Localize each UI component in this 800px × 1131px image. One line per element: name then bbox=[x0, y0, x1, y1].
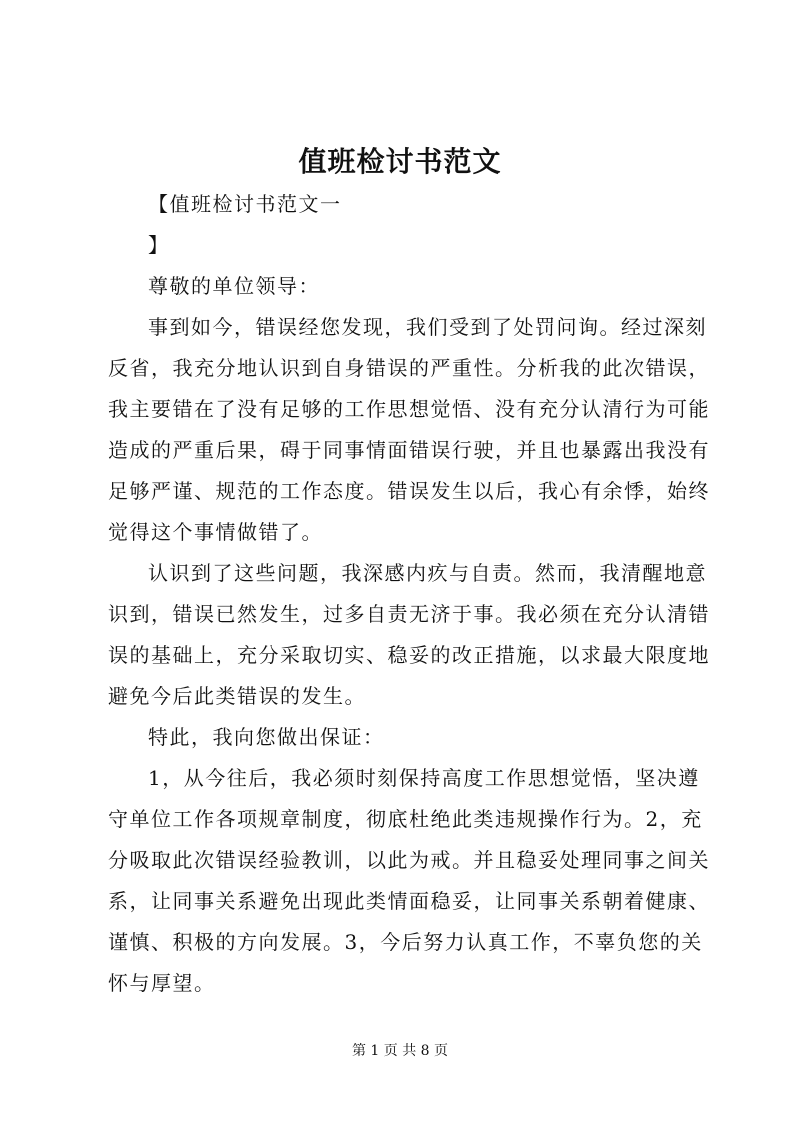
paragraph-line: 反省，我充分地认识到自身错误的严重性。分析我的此次错误， bbox=[108, 356, 710, 380]
paragraph-line: 守单位工作各项规章制度，彻底杜绝此类违规操作行为。2，充 bbox=[108, 807, 703, 831]
paragraph-line: 尊敬的单位领导： bbox=[148, 274, 320, 298]
paragraph-line: 怀与厚望。 bbox=[108, 971, 216, 995]
paragraph-line: 1，从今往后，我必须时刻保持高度工作思想觉悟，坚决遵 bbox=[148, 766, 700, 790]
paragraph-line: 认识到了这些问题，我深感内疚与自责。然而，我清醒地意 bbox=[148, 561, 707, 585]
paragraph-line: 分吸取此次错误经验教训，以此为戒。并且稳妥处理同事之间关 bbox=[108, 848, 710, 872]
page-number-footer: 第 1 页 共 8 页 bbox=[351, 1043, 449, 1059]
paragraph-line: 特此，我向您做出保证： bbox=[148, 725, 385, 749]
paragraph-line: 谨慎、积极的方向发展。3，今后努力认真工作，不辜负您的关 bbox=[108, 930, 703, 954]
paragraph-line: 事到如今，错误经您发现，我们受到了处罚问询。经过深刻 bbox=[148, 315, 707, 339]
paragraph-line: 避免今后此类错误的发生。 bbox=[108, 684, 366, 708]
paragraph-line: 造成的严重后果，碍于同事情面错误行驶，并且也暴露出我没有 bbox=[108, 438, 710, 462]
document-title: 值班检讨书范文 bbox=[298, 145, 502, 178]
paragraph-line: 我主要错在了没有足够的工作思想觉悟、没有充分认清行为可能 bbox=[108, 397, 710, 421]
paragraph-line: 识到，错误已然发生，过多自责无济于事。我必须在充分认清错 bbox=[108, 602, 710, 626]
paragraph-line: 误的基础上，充分采取切实、稳妥的改正措施，以求最大限度地 bbox=[108, 643, 710, 667]
paragraph-line: 觉得这个事情做错了。 bbox=[108, 520, 323, 544]
paragraph-line: 系，让同事关系避免出现此类情面稳妥，让同事关系朝着健康、 bbox=[108, 889, 710, 913]
paragraph-line: 【值班检讨书范文一 bbox=[148, 192, 342, 216]
paragraph-line: 】 bbox=[148, 233, 170, 257]
paragraph-line: 足够严谨、规范的工作态度。错误发生以后，我心有余悸，始终 bbox=[108, 479, 710, 503]
